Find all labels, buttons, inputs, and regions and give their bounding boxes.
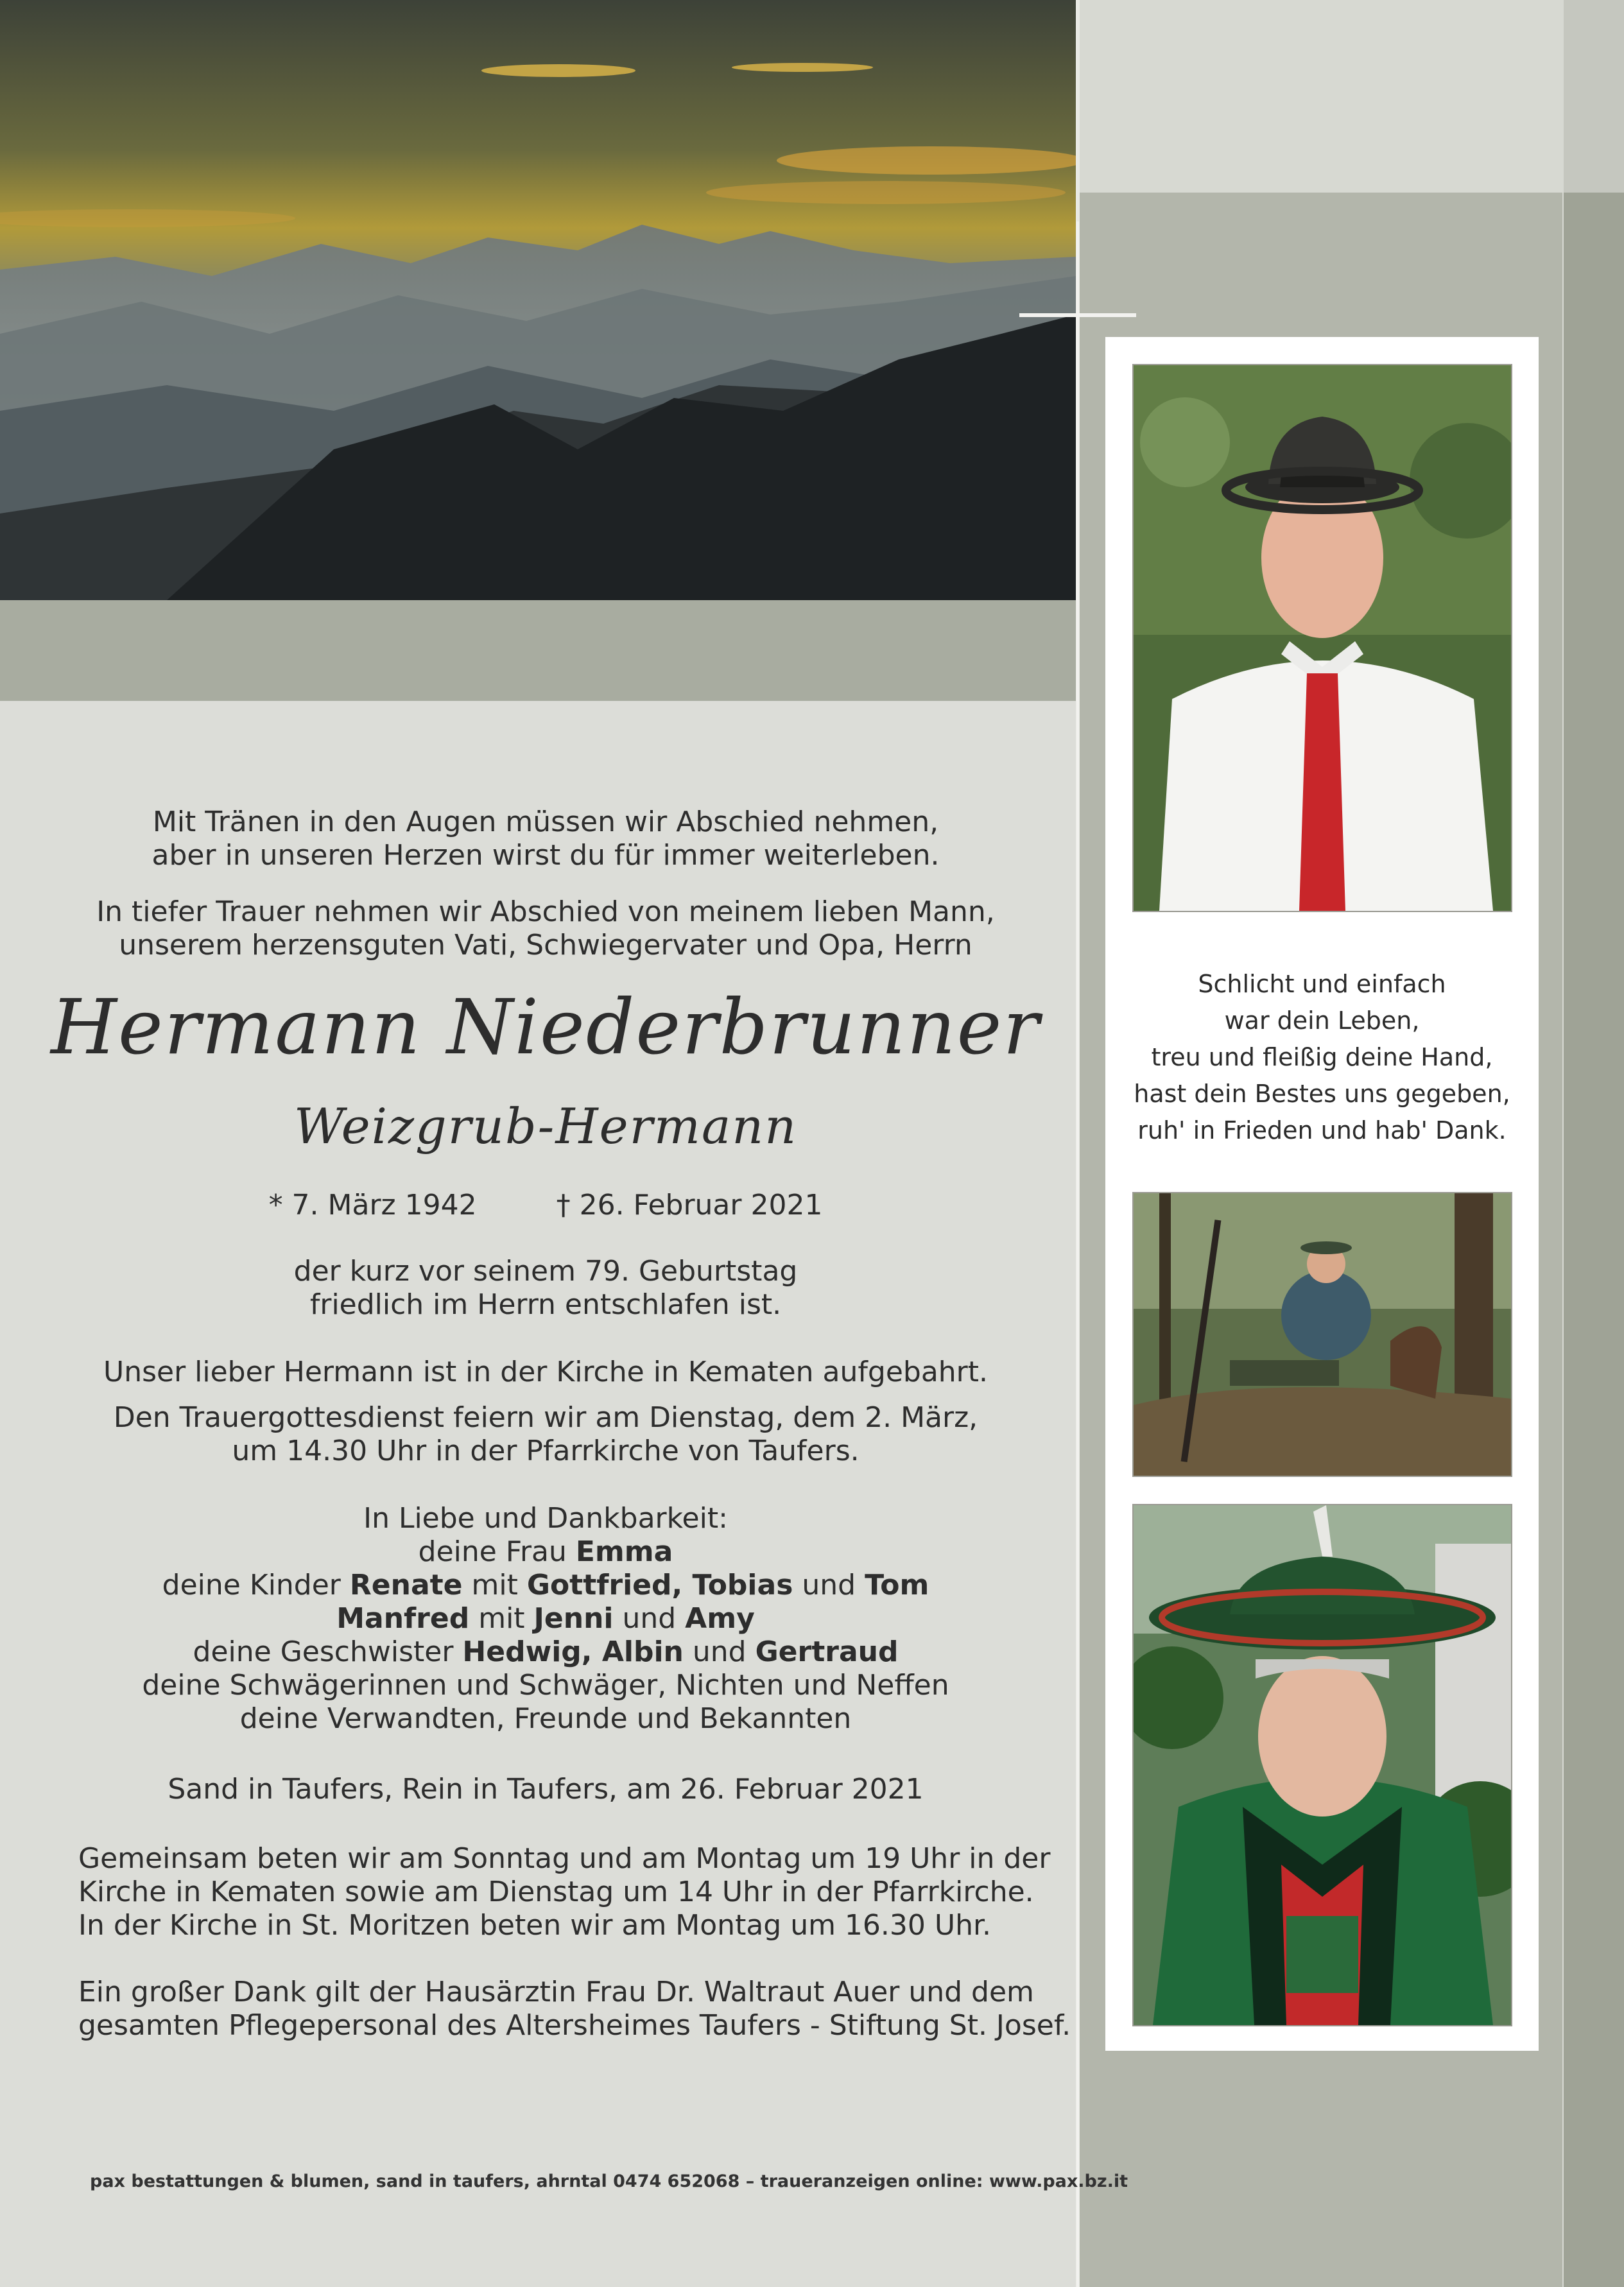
intro-text (45, 806, 1046, 872)
header-band (0, 600, 1076, 701)
family-children-2: Manfred mit Jenni und Amy (336, 1602, 755, 1635)
intro-line-2: aber in unseren Herzen wirst du für immer weiterleben. (151, 839, 940, 872)
portrait-photo-hat (1132, 364, 1512, 912)
family-relatives: deine Verwandten, Freunde und Bekannten (239, 1702, 852, 1735)
service-line-1: Unser lieber Hermann ist in der Kirche in Kematen aufgebahrt. (103, 1356, 988, 1388)
family-heading: In Liebe und Dankbarkeit: (363, 1502, 728, 1535)
intro-line-1: Mit Tränen in den Augen müssen wir Abschied nehmen, (152, 806, 939, 838)
right-panel-top (1076, 0, 1564, 193)
prayer-text (78, 1842, 1050, 1942)
thanks-text (78, 1976, 1071, 2042)
prayer-line-1: Gemeinsam beten wir am Sonntag und am Montag um 19 Uhr in der (78, 1842, 1051, 1875)
photo-card (1105, 337, 1539, 2051)
family-wife: deine Frau Emma (418, 1535, 673, 1568)
passing-line-2: friedlich im Herrn entschlafen ist. (309, 1288, 782, 1321)
poem-line-2: war dein Leben, (1224, 1006, 1420, 1035)
deceased-nickname-text: Weizgrub-Hermann (293, 1098, 798, 1155)
passing-text (45, 1255, 1046, 1322)
death-date: † 26. Februar 2021 (556, 1189, 823, 1221)
farewell-text (45, 895, 1046, 962)
poem-line-1: Schlicht und einfach (1198, 970, 1446, 998)
poem-line-4: hast dein Bestes uns gegeben, (1134, 1080, 1510, 1108)
family-list (45, 1502, 1046, 1736)
birth-date: * 7. März 1942 (268, 1189, 477, 1221)
place-date (45, 1773, 1046, 1806)
family-siblings: deine Geschwister Hedwig, Albin und Gertraud (193, 1635, 899, 1668)
life-dates (45, 1189, 1046, 1222)
family-inlaws: deine Schwägerinnen und Schwäger, Nichten und Neffen (142, 1669, 949, 1702)
thanks-line-2: gesamten Pflegepersonal des Altersheimes Taufers - Stiftung St. Josef. (78, 2009, 1071, 2042)
cross-vertical (1076, 221, 1079, 2287)
place-date-text: Sand in Taufers, Rein in Taufers, am 26. Februar 2021 (168, 1773, 924, 1806)
memorial-poem (1105, 966, 1539, 1149)
service-text-2 (45, 1401, 1046, 1468)
service-text (45, 1356, 1046, 1389)
prayer-line-3: In der Kirche in St. Moritzen beten wir am Montag um 16.30 Uhr. (78, 1909, 992, 1942)
cross-horizontal (1019, 313, 1136, 317)
prayer-line-2: Kirche in Kematen sowie am Dienstag um 14 Uhr in der Pfarrkirche. (78, 1876, 1034, 1908)
traditional-costume-photo (1132, 1504, 1512, 2026)
right-edge-strip-dark (1564, 193, 1624, 2287)
thanks-line-1: Ein großer Dank gilt der Hausärztin Frau Dr. Waltraut Auer und dem (78, 1976, 1034, 2008)
family-children-1: deine Kinder Renate mit Gottfried, Tobias und Tom (162, 1569, 929, 1601)
deceased-name-text: Hermann Niederbrunner (51, 983, 1041, 1071)
service-line-2: Den Trauergottesdienst feiern wir am Dienstag, dem 2. März, (113, 1401, 978, 1434)
service-line-3: um 14.30 Uhr in der Pfarrkirche von Taufers. (232, 1435, 860, 1467)
mountain-landscape-image (0, 0, 1076, 600)
passing-line-1: der kurz vor seinem 79. Geburtstag (293, 1255, 798, 1288)
poem-line-5: ruh' in Frieden und hab' Dank. (1137, 1116, 1507, 1144)
intro-line-3: In tiefer Trauer nehmen wir Abschied von meinem lieben Mann, (96, 895, 995, 928)
intro-line-4: unserem herzensguten Vati, Schwiegervater und Opa, Herrn (119, 929, 972, 962)
hunting-photo (1132, 1192, 1512, 1477)
deceased-nickname (45, 1098, 1046, 1155)
deceased-name (45, 985, 1046, 1069)
footer-text: pax bestattungen & blumen, sand in taufers, ahrntal 0474 652068 – traueranzeigen online: www.pax.bz.it (90, 2171, 1128, 2191)
poem-line-3: treu und fleißig deine Hand, (1151, 1043, 1493, 1071)
